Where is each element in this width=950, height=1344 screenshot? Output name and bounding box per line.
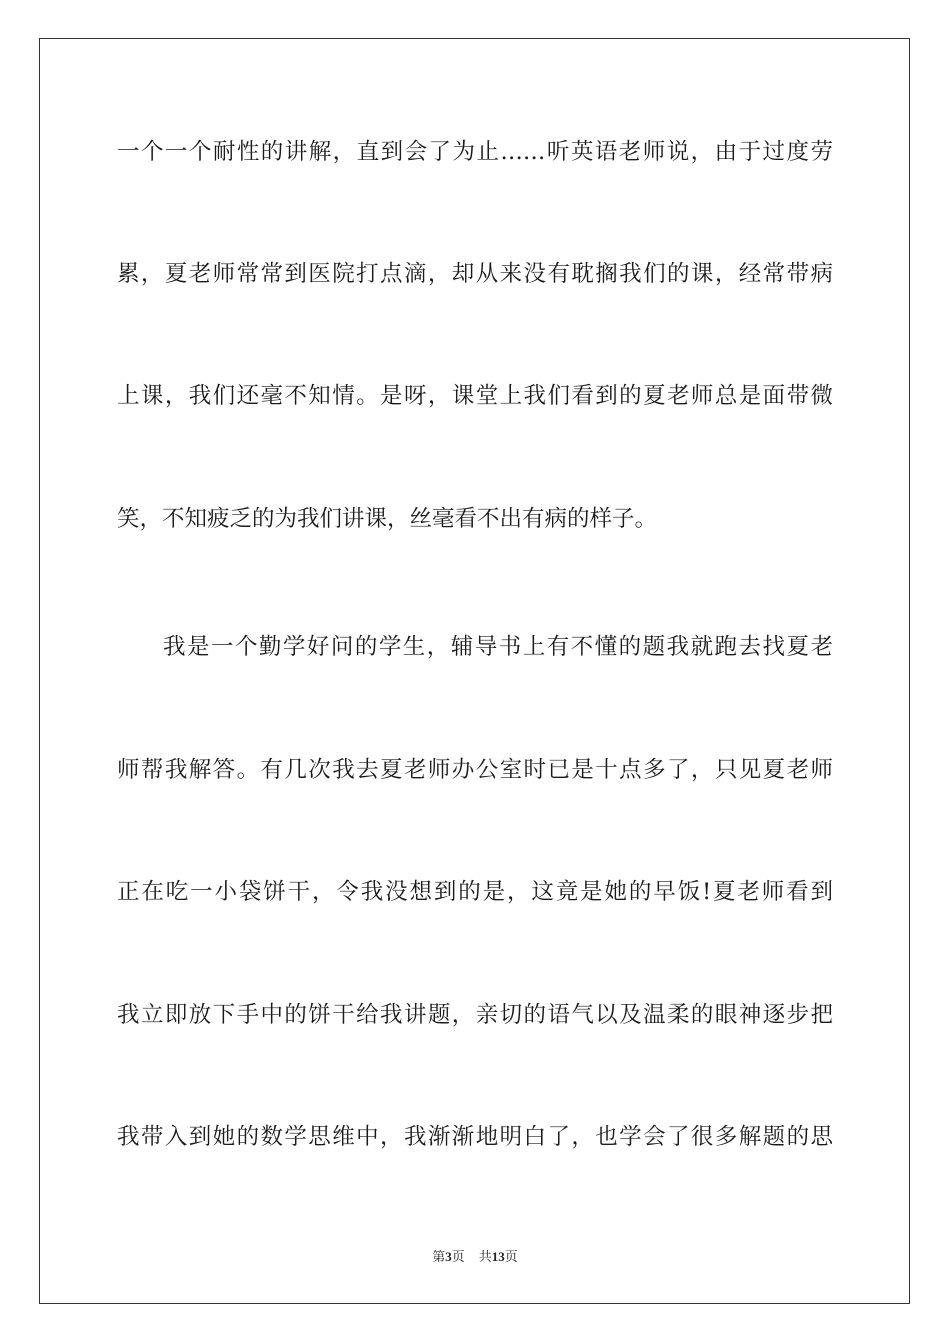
text-line: 我带入到她的数学思维中，我渐渐地明白了，也学会了很多解题的思 — [117, 1124, 833, 1150]
text-line: 我立即放下手中的饼干给我讲题，亲切的语气以及温柔的眼神逐步把 — [117, 1002, 833, 1028]
text-line: 笑，不知疲乏的为我们讲课，丝毫看不出有病的样子。 — [117, 506, 658, 532]
text-line: 正在吃一小袋饼干，令我没想到的是，这竟是她的早饭!夏老师看到 — [117, 879, 833, 905]
page-border — [39, 38, 910, 1304]
text-line: 一个一个耐性的讲解，直到会了为止……听英语老师说，由于过度劳 — [117, 139, 833, 165]
text-line: 累，夏老师常常到医院打点滴，却从来没有耽搁我们的课，经常带病 — [117, 261, 833, 287]
total-pages: 13 — [491, 1249, 505, 1264]
page-footer — [0, 1248, 950, 1267]
page-prefix: 第 — [432, 1250, 446, 1265]
text-line: 上课，我们还毫不知情。是呀，课堂上我们看到的夏老师总是面带微 — [117, 383, 833, 409]
total-suffix: 页 — [504, 1250, 518, 1265]
page-number: 3 — [445, 1249, 452, 1264]
text-line: 师帮我解答。有几次我去夏老师办公室时已是十点多了，只见夏老师 — [117, 757, 833, 783]
page-suffix: 页 — [451, 1250, 465, 1265]
text-line: 我是一个勤学好问的学生，辅导书上有不懂的题我就跑去找夏老 — [163, 634, 833, 660]
total-prefix: 共 — [478, 1250, 492, 1265]
